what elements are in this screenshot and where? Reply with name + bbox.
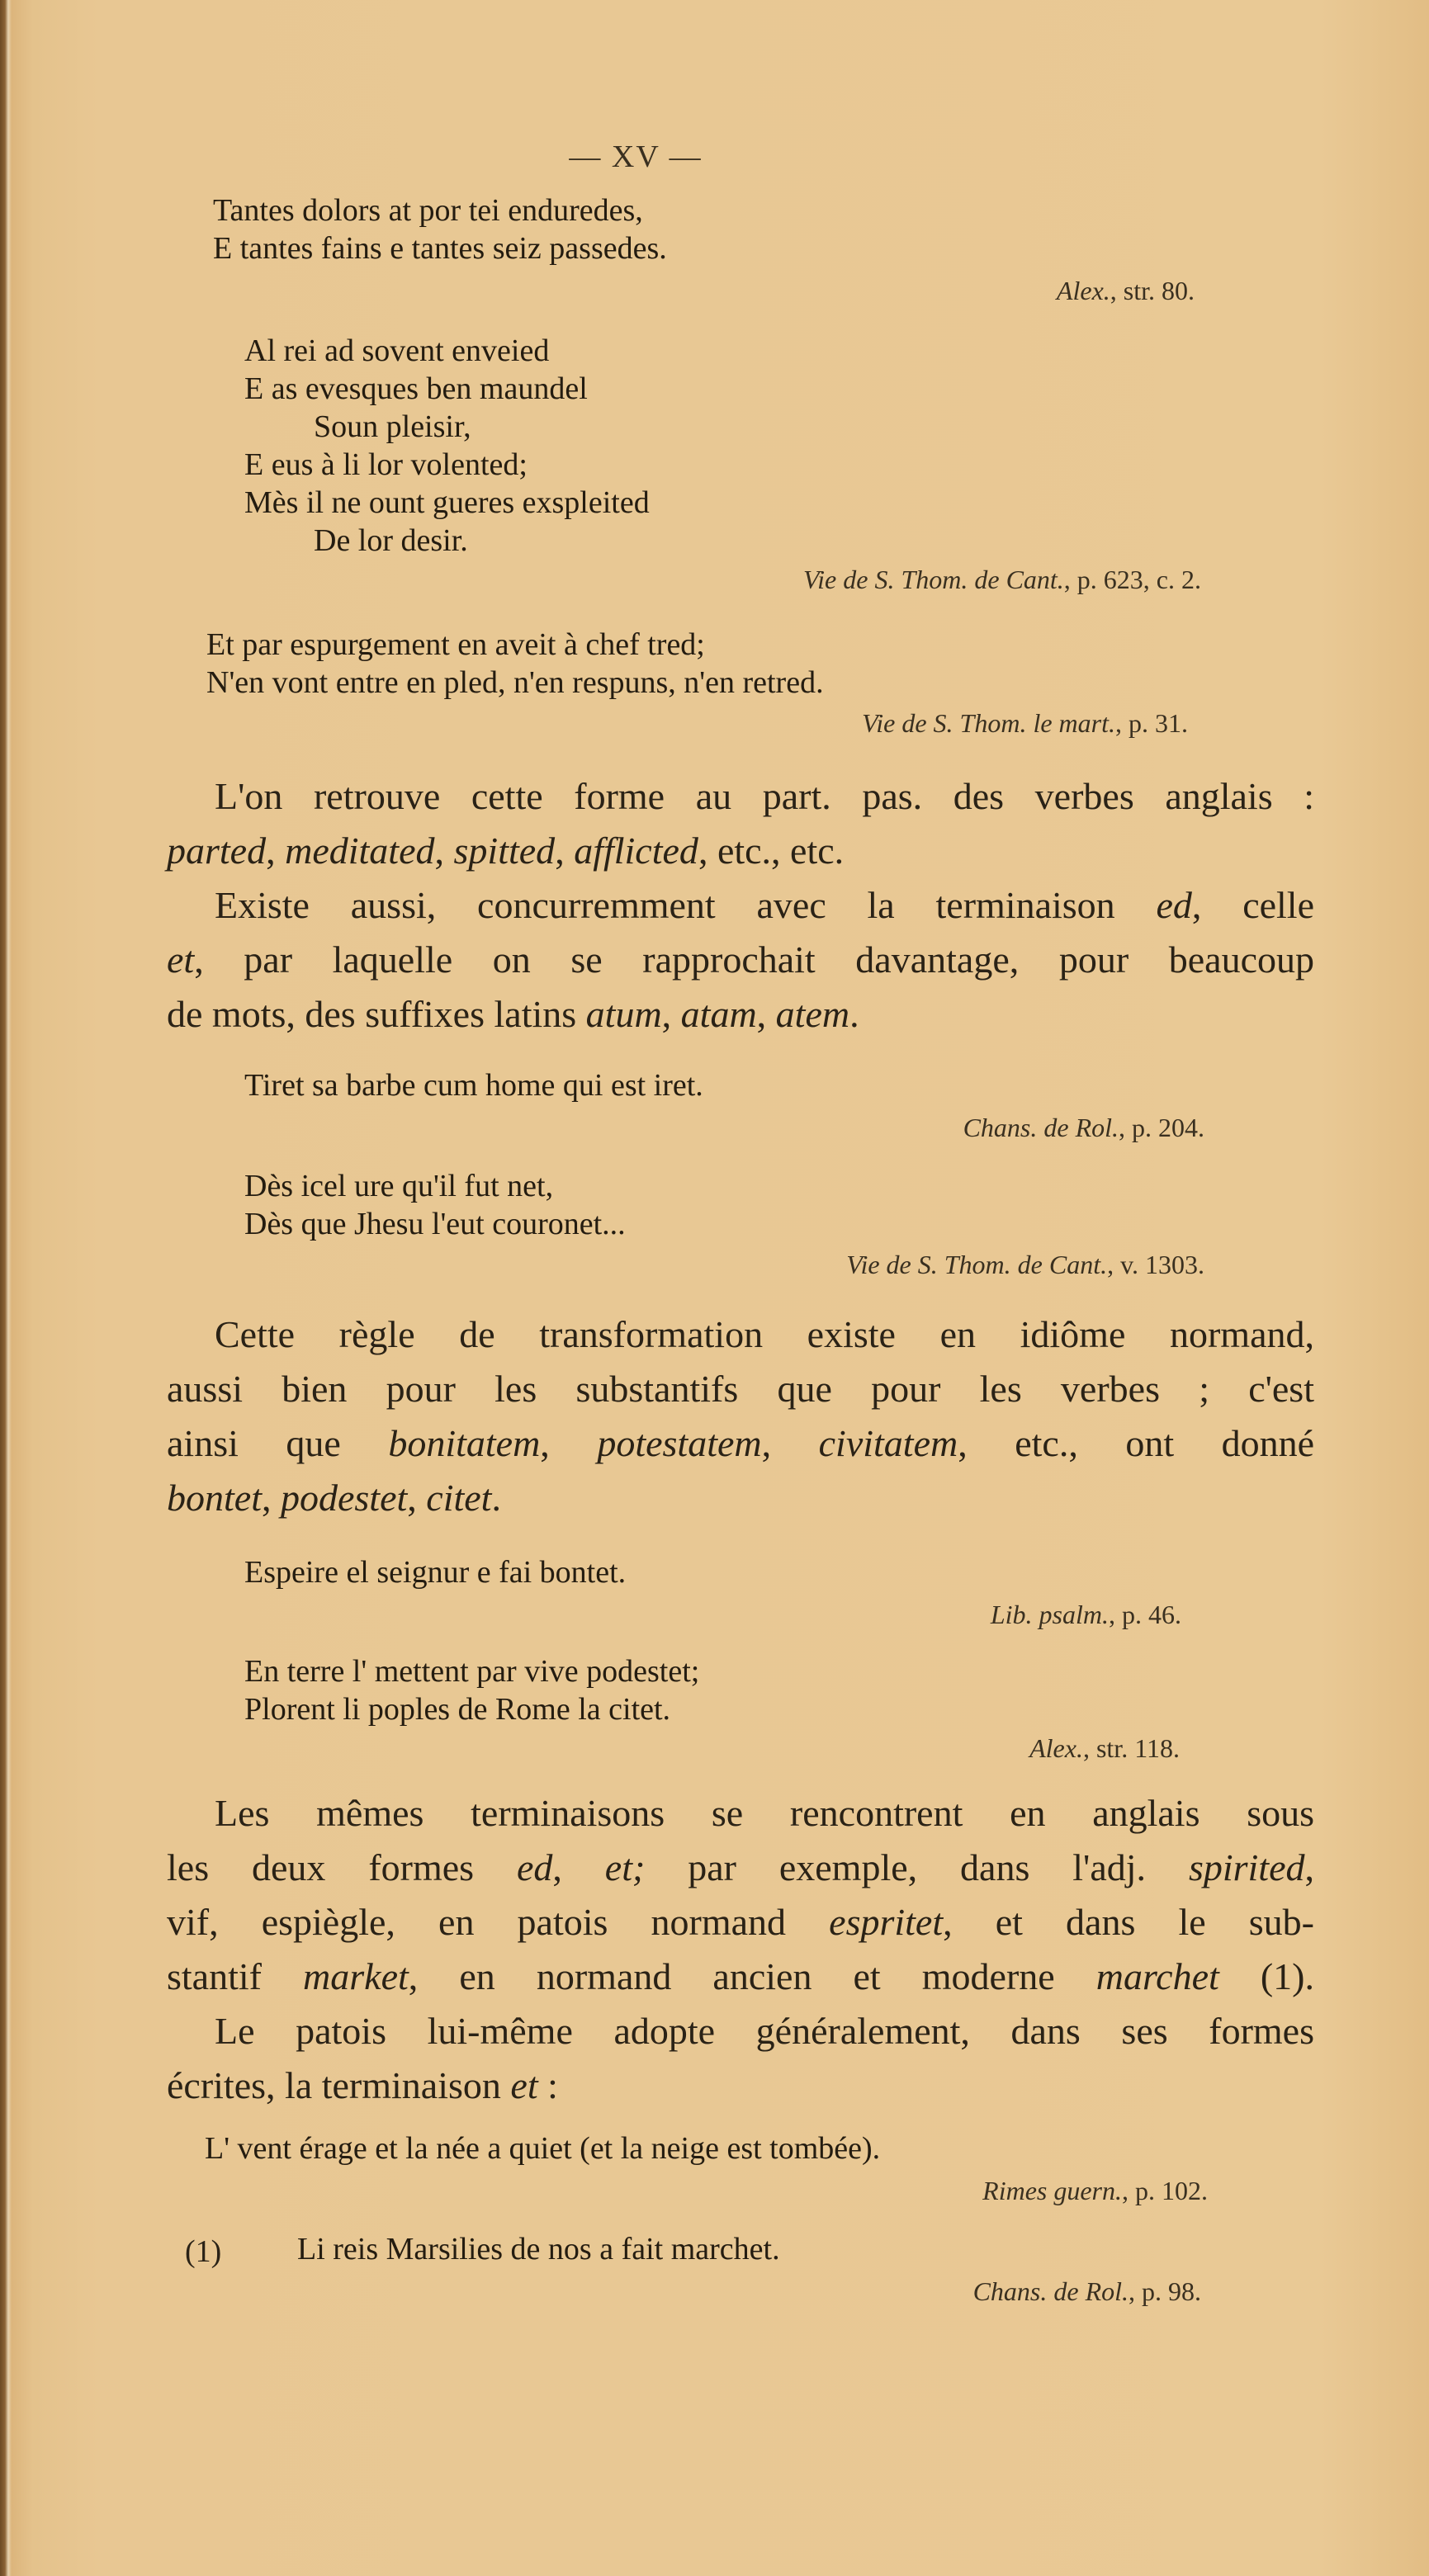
text-line: ainsi que bonitatem, potestatem, civitatem, etc., ont donné bbox=[167, 1422, 1315, 1464]
example-word: podestet bbox=[280, 1477, 408, 1519]
example-word: afflicted bbox=[574, 830, 698, 872]
footnote-mark: (1) bbox=[185, 2234, 222, 2269]
example-word: bontet bbox=[167, 1477, 262, 1519]
paragraph-english-participles bbox=[167, 769, 1314, 1042]
text-fragment: stantif bbox=[167, 1955, 304, 1997]
text-fragment: de mots, des suffixes latins bbox=[167, 993, 586, 1035]
example-word: bonitatem bbox=[388, 1422, 541, 1464]
example-word: ed bbox=[1156, 884, 1192, 926]
citation-work: Alex. bbox=[1056, 276, 1110, 305]
citation bbox=[1057, 276, 1195, 306]
quote-chans-rol-204 bbox=[244, 1066, 703, 1104]
citation-work: Chans. de Rol. bbox=[972, 2276, 1129, 2306]
citation bbox=[862, 708, 1188, 739]
text-fragment: ainsi que bbox=[167, 1422, 389, 1464]
verse-line: En terre l' mettent par vive podestet; bbox=[244, 1654, 700, 1689]
verse-line: Tiret sa barbe cum home qui est iret. bbox=[244, 1068, 703, 1103]
verse-line: E tantes fains e tantes seiz passedes. bbox=[213, 231, 667, 266]
citation-work: Alex. bbox=[1029, 1733, 1083, 1763]
citation bbox=[973, 2276, 1201, 2307]
text-fragment: : bbox=[537, 2064, 558, 2106]
citation bbox=[982, 2176, 1208, 2206]
example-word: atem bbox=[775, 993, 850, 1035]
text-line: les deux formes ed, et; par exemple, dans l'adj. spirited, bbox=[167, 1846, 1314, 1888]
verse-line: Dès icel ure qu'il fut net, bbox=[244, 1169, 554, 1203]
quote-alex-80 bbox=[213, 191, 667, 267]
text-fragment: . bbox=[491, 1477, 501, 1519]
verse-line: Soun pleisir, bbox=[314, 409, 471, 444]
text-line: aussi bien pour les substantifs que pour les verbes ; c'est bbox=[167, 1368, 1314, 1410]
citation-ref: , p. 98. bbox=[1129, 2276, 1201, 2306]
text-line: de mots, des suffixes latins atum, atam, atem. bbox=[167, 993, 859, 1035]
verse-line: E eus à li lor volented; bbox=[244, 447, 528, 482]
verse-line: Tantes dolors at por tei enduredes, bbox=[213, 193, 643, 228]
text-line bbox=[167, 1950, 1314, 2004]
verse-line: Plorent li poples de Rome la citet. bbox=[244, 1692, 671, 1727]
citation-ref: , p. 31. bbox=[1115, 708, 1188, 738]
verse-line: Li reis Marsilies de nos a fait marchet. bbox=[297, 2232, 780, 2266]
verse-line: Mès il ne ount gueres exspleited bbox=[244, 485, 650, 520]
example-word: et bbox=[510, 2064, 538, 2106]
citation-work: Vie de S. Thom. de Cant. bbox=[802, 565, 1064, 594]
citation-ref: , str. 118. bbox=[1082, 1733, 1180, 1763]
citation bbox=[846, 1250, 1204, 1280]
verse-line: Espeire el seignur e fai bontet. bbox=[244, 1555, 627, 1590]
text-line bbox=[167, 1895, 1314, 1950]
citation-work: Vie de S. Thom. le mart. bbox=[862, 708, 1115, 738]
text-fragment: . bbox=[849, 993, 859, 1035]
text-line bbox=[167, 878, 1314, 933]
text-fragment: Existe aussi, concurremment avec la terminaison bbox=[215, 884, 1157, 926]
verse-line: L' vent érage et la née a quiet (et la neige est tombée). bbox=[205, 2131, 881, 2166]
citation-work: Lib. psalm. bbox=[990, 1600, 1109, 1629]
footnote-quote bbox=[297, 2230, 780, 2268]
example-word: et bbox=[167, 938, 195, 981]
quote-alex-118 bbox=[244, 1652, 699, 1728]
paragraph-english-endings bbox=[167, 1786, 1314, 2113]
example-word: marchet bbox=[1095, 1955, 1219, 1997]
quote-vie-thom-cant bbox=[244, 332, 650, 560]
citation-ref: , p. 204. bbox=[1119, 1113, 1204, 1142]
example-word: potestatem bbox=[597, 1422, 762, 1464]
citation-ref: , p. 623, c. 2. bbox=[1063, 565, 1201, 594]
text-fragment: , etc., etc. bbox=[698, 830, 845, 872]
example-word: espritet bbox=[829, 1901, 944, 1943]
text-fragment: , et dans le sub- bbox=[943, 1901, 1314, 1943]
citation-ref: , p. 102. bbox=[1122, 2176, 1208, 2205]
citation-ref: , str. 80. bbox=[1110, 276, 1195, 305]
text-fragment: vif, espiègle, en patois normand bbox=[167, 1901, 830, 1943]
example-word: civitatem bbox=[818, 1422, 958, 1464]
verse-line: Dès que Jhesu l'eut couronet... bbox=[244, 1207, 626, 1241]
citation bbox=[991, 1600, 1181, 1630]
example-word: citet bbox=[426, 1477, 492, 1519]
text-fragment: les deux formes bbox=[167, 1846, 517, 1888]
text-line bbox=[167, 2058, 1314, 2113]
text-fragment: , etc., ont donné bbox=[958, 1422, 1315, 1464]
example-word: et; bbox=[604, 1846, 646, 1888]
example-word: atum bbox=[585, 993, 662, 1035]
example-word: spitted bbox=[453, 830, 556, 872]
quote-vie-thom-mart bbox=[206, 626, 824, 702]
text-line bbox=[167, 933, 1314, 987]
citation-ref: , v. 1303. bbox=[1107, 1250, 1204, 1279]
text-fragment: , en normand ancien et moderne bbox=[408, 1955, 1096, 1997]
verse-line: N'en vont entre en pled, n'en respuns, n'en retred. bbox=[206, 665, 824, 700]
text-fragment: par exemple, dans l'adj. bbox=[645, 1846, 1189, 1888]
quote-rimes-guern bbox=[205, 2129, 880, 2167]
text-fragment: , celle bbox=[1191, 884, 1315, 926]
text-fragment: , par laquelle on se rapprochait davantage, pour beaucoup bbox=[194, 938, 1314, 981]
citation-work: Vie de S. Thom. de Cant. bbox=[846, 1250, 1108, 1279]
verse-line: E as evesques ben maundel bbox=[244, 371, 588, 406]
citation bbox=[803, 565, 1201, 595]
citation-work: Chans. de Rol. bbox=[963, 1113, 1119, 1142]
page-folio: — XV — bbox=[569, 139, 703, 174]
text-line: L'on retrouve cette forme au part. pas. des verbes anglais : bbox=[215, 775, 1314, 817]
text-line: parted, meditated, spitted, afflicted, etc., etc. bbox=[167, 830, 845, 872]
quote-vie-thom-cant-1303 bbox=[244, 1167, 626, 1243]
citation bbox=[963, 1113, 1204, 1143]
verse-line: De lor desir. bbox=[314, 523, 468, 558]
example-word: market bbox=[303, 1955, 409, 1997]
example-word: parted bbox=[167, 830, 267, 872]
text-line: bontet, podestet, citet. bbox=[167, 1477, 501, 1519]
text-line: Le patois lui-même adopte généralement, dans ses formes bbox=[215, 2010, 1314, 2052]
verse-line: Al rei ad sovent enveied bbox=[244, 333, 550, 368]
text-line: Les mêmes terminaisons se rencontrent en anglais sous bbox=[215, 1792, 1314, 1834]
text-fragment: écrites, la terminaison bbox=[167, 2064, 511, 2106]
quote-lib-psalm bbox=[244, 1553, 626, 1591]
example-word: meditated bbox=[285, 830, 435, 872]
citation-ref: , p. 46. bbox=[1109, 1600, 1181, 1629]
example-word: spirited bbox=[1188, 1846, 1305, 1888]
verse-line: Et par espurgement en aveit à chef tred; bbox=[206, 627, 705, 662]
text-line: Cette règle de transformation existe en idiôme normand, bbox=[215, 1313, 1314, 1355]
example-word: ed bbox=[516, 1846, 553, 1888]
example-word: atam bbox=[680, 993, 757, 1035]
citation bbox=[1029, 1733, 1180, 1764]
citation-work: Rimes guern. bbox=[982, 2176, 1122, 2205]
footnote-ref[interactable]: (1). bbox=[1218, 1955, 1314, 1997]
text-fragment: , bbox=[1304, 1846, 1314, 1888]
paragraph-normand-idiom bbox=[167, 1307, 1314, 1525]
